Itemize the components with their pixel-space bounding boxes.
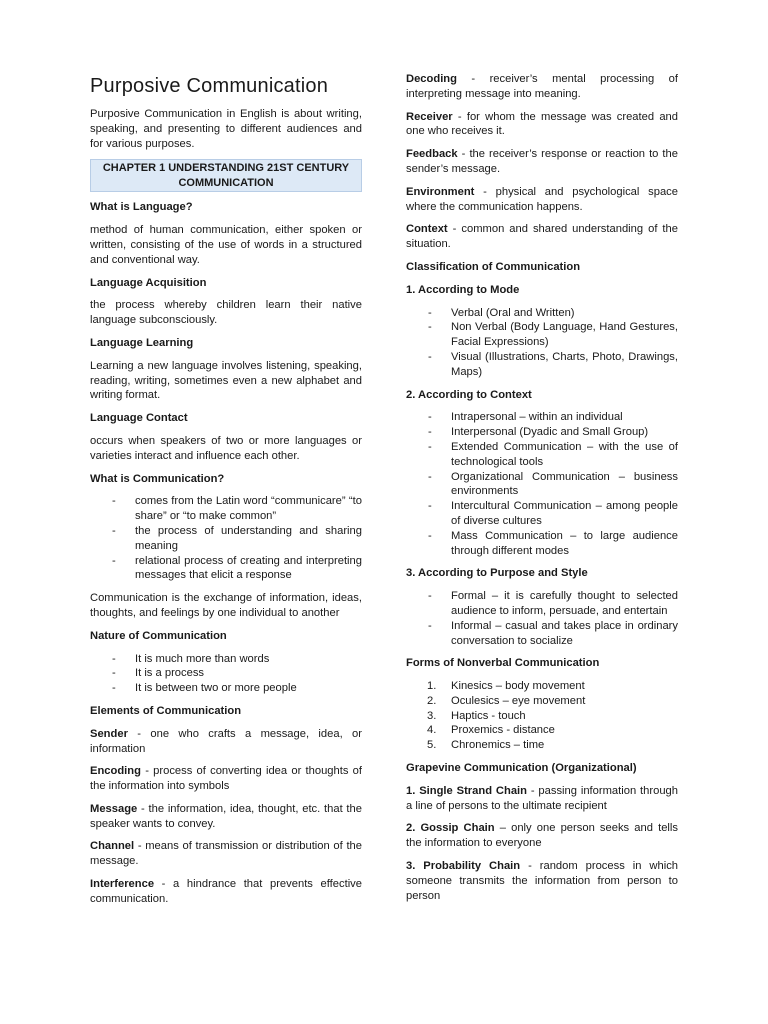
left-column bbox=[90, 107, 362, 915]
element-desc: - the receiver’s response or reaction to the sender’s message. bbox=[406, 148, 678, 175]
chain-desc: - passing information through a line of persons to the ultimate recipient bbox=[406, 784, 678, 812]
element-term: Environment bbox=[406, 185, 475, 198]
element-channel bbox=[90, 839, 362, 869]
element-term: Interference bbox=[90, 878, 155, 891]
element-desc: - a hindrance that prevents effective communication. bbox=[90, 878, 362, 905]
nonverbal-heading: Forms of Nonverbal Communication bbox=[406, 657, 600, 670]
context-list bbox=[406, 410, 678, 558]
learning-text: Learning a new language involves listening, speaking, reading, writing, sometimes even a new alphabet and writing format. bbox=[90, 359, 362, 402]
list-text: Proxemics - distance bbox=[451, 724, 555, 737]
chain-desc: - random process in which someone transmits the information from person to person bbox=[406, 860, 679, 902]
element-environment bbox=[406, 185, 678, 215]
list-item bbox=[406, 694, 678, 709]
language-text: method of human communication, either spoken or written, consisting of the use of words in a structured and conventional way. bbox=[90, 224, 362, 266]
purpose-list bbox=[406, 589, 678, 648]
list-item: - Formal – it is carefully thought to selected audience to inform, persuade, and entertain bbox=[406, 589, 678, 619]
list-item: - Non Verbal (Body Language, Hand Gestures, Facial Expressions) bbox=[406, 320, 678, 350]
document-title: Purposive Communication bbox=[90, 75, 329, 97]
list-number: 1. bbox=[427, 680, 437, 693]
list-number: 4. bbox=[427, 724, 437, 737]
element-receiver bbox=[406, 110, 678, 140]
grapevine-probability bbox=[406, 859, 678, 903]
element-term: Encoding bbox=[90, 765, 141, 778]
element-context bbox=[406, 222, 678, 252]
element-term: Context bbox=[406, 223, 448, 236]
element-feedback bbox=[406, 147, 678, 177]
chain-desc: – only one person seeks and tells the information to everyone bbox=[406, 822, 678, 850]
element-desc: - process of converting idea or thoughts of the information into symbols bbox=[90, 765, 362, 793]
list-item: - Visual (Illustrations, Charts, Photo, Drawings, Maps) bbox=[406, 350, 678, 380]
list-item: - Organizational Communication – business environments bbox=[406, 470, 678, 500]
communication-definition: Communication is the exchange of information, ideas, thoughts, and feelings by one individual to another bbox=[90, 592, 362, 619]
list-item: - Mass Communication – to large audience through different modes bbox=[406, 529, 678, 559]
list-item: - It is much more than words bbox=[90, 652, 362, 667]
communication-heading: What is Communication? bbox=[90, 472, 225, 485]
list-item: - Intrapersonal – within an individual bbox=[406, 410, 678, 425]
chapter-heading: CHAPTER 1 UNDERSTANDING 21ST CENTURY COMMUNICATION bbox=[90, 159, 362, 192]
element-message bbox=[90, 802, 362, 832]
element-desc: - physical and psychological space where the communication happens. bbox=[406, 185, 678, 213]
element-term: Receiver bbox=[406, 110, 453, 123]
list-item bbox=[406, 738, 678, 753]
list-text: Oculesics – eye movement bbox=[451, 694, 586, 707]
list-item: - Informal – casual and takes place in ordinary conversation to socialize bbox=[406, 619, 678, 649]
element-desc: - means of transmission or distribution of the message. bbox=[90, 840, 362, 868]
list-text: Kinesics – body movement bbox=[451, 680, 585, 693]
element-term: Decoding bbox=[406, 73, 457, 85]
mode-list bbox=[406, 306, 678, 380]
list-item: - Intercultural Communication – among people of diverse cultures bbox=[406, 499, 678, 529]
language-heading: What is Language? bbox=[90, 201, 193, 214]
chain-term: 1. Single Strand Chain bbox=[406, 784, 527, 797]
chain-term: 2. Gossip Chain bbox=[406, 822, 495, 835]
mode-heading: 1. According to Mode bbox=[406, 283, 520, 296]
list-text: Chronemics – time bbox=[451, 739, 545, 752]
list-item bbox=[406, 679, 678, 694]
list-item: - the process of understanding and sharing meaning bbox=[90, 524, 362, 554]
intro-paragraph: Purposive Communication in English is about writing, speaking, and presenting to different audiences and for various purposes. bbox=[90, 108, 362, 150]
nature-heading: Nature of Communication bbox=[90, 629, 227, 642]
nature-list bbox=[90, 652, 362, 696]
element-desc: - common and shared understanding of the situation. bbox=[406, 223, 678, 251]
contact-text: occurs when speakers of two or more languages or varieties interact and influence each other. bbox=[90, 434, 362, 462]
contact-heading: Language Contact bbox=[90, 412, 188, 425]
acquisition-heading: Language Acquisition bbox=[90, 276, 207, 289]
element-term: Feedback bbox=[406, 148, 458, 161]
chain-term: 3. Probability Chain bbox=[406, 860, 521, 873]
context-heading: 2. According to Context bbox=[406, 388, 532, 401]
list-text: Haptics - touch bbox=[451, 709, 526, 722]
list-item: - Verbal (Oral and Written) bbox=[406, 306, 678, 321]
element-desc: - receiver’s mental processing of interpreting message into meaning. bbox=[406, 73, 678, 100]
right-column bbox=[406, 72, 678, 911]
element-term: Message bbox=[90, 802, 138, 815]
list-item bbox=[406, 709, 678, 724]
list-item: - It is a process bbox=[90, 666, 362, 681]
element-desc: - for whom the message was created and one who receives it. bbox=[406, 110, 678, 138]
classification-heading: Classification of Communication bbox=[406, 260, 581, 273]
element-encoding bbox=[90, 764, 362, 794]
list-item bbox=[406, 723, 678, 738]
elements-heading: Elements of Communication bbox=[90, 704, 242, 717]
grapevine-single-strand bbox=[406, 784, 678, 814]
element-interference bbox=[90, 877, 362, 907]
list-item: - relational process of creating and interpreting messages that elicit a response bbox=[90, 554, 362, 584]
nonverbal-list bbox=[406, 679, 678, 753]
element-term: Channel bbox=[90, 840, 135, 853]
list-item: - Interpersonal (Dyadic and Small Group) bbox=[406, 425, 678, 440]
list-item: - Extended Communication – with the use of technological tools bbox=[406, 440, 678, 470]
acquisition-text: the process whereby children learn their native language subconsciously. bbox=[90, 299, 362, 327]
grapevine-gossip bbox=[406, 821, 678, 851]
list-number: 3. bbox=[427, 709, 437, 722]
list-item: - comes from the Latin word “communicare” “to share” or “to make common” bbox=[90, 494, 362, 524]
element-term: Sender bbox=[90, 727, 128, 740]
list-item: - It is between two or more people bbox=[90, 681, 362, 696]
element-sender bbox=[90, 727, 362, 757]
list-number: 5. bbox=[427, 739, 437, 752]
learning-heading: Language Learning bbox=[90, 336, 194, 349]
grapevine-heading: Grapevine Communication (Organizational) bbox=[406, 762, 637, 775]
purpose-heading: 3. According to Purpose and Style bbox=[406, 567, 588, 580]
element-desc: - the information, idea, thought, etc. that the speaker wants to convey. bbox=[90, 802, 362, 830]
element-desc: - one who crafts a message, idea, or information bbox=[90, 727, 362, 755]
list-number: 2. bbox=[427, 694, 437, 707]
communication-list bbox=[90, 494, 362, 583]
element-decoding bbox=[406, 72, 678, 102]
